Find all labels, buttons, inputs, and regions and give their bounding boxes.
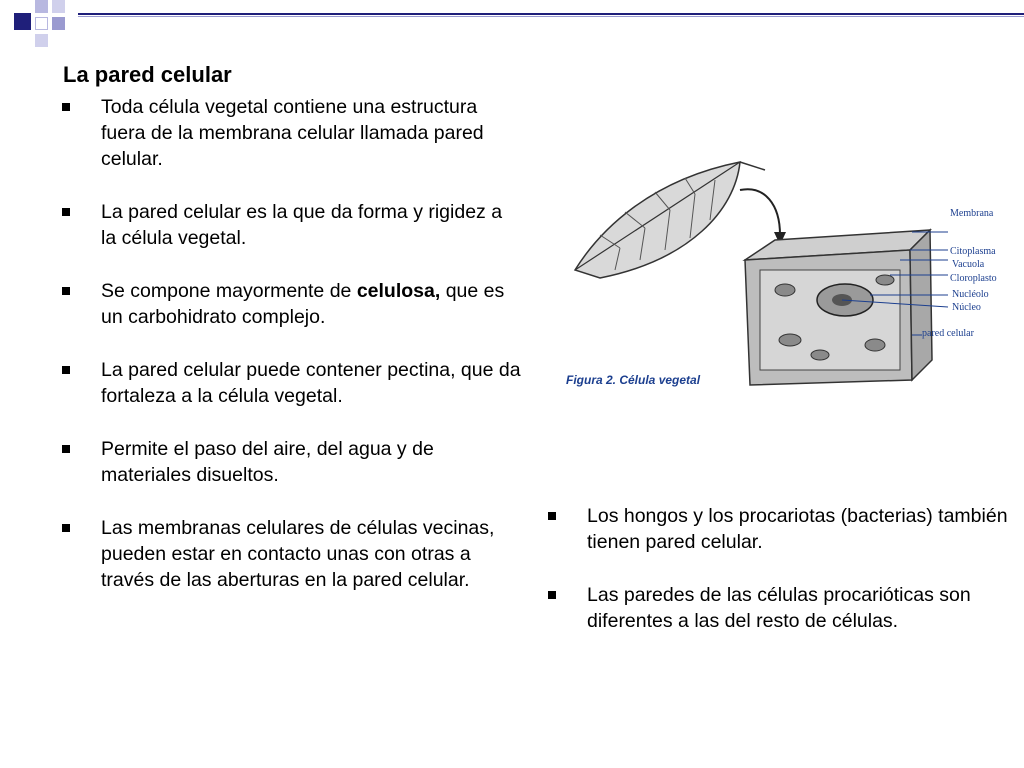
bullet-icon [548,512,556,520]
header-rule [78,13,1024,15]
list-item: Permite el paso del aire, del agua y de materiales disueltos. [62,436,522,488]
corner-decoration [0,0,80,60]
label-pared: pared celular [922,328,974,339]
list-item: Se compone mayormente de celulosa, que es un carbohidrato complejo. [62,278,522,330]
bullet-icon [548,591,556,599]
bullet-icon [62,445,70,453]
slide-title: La pared celular [63,62,232,87]
left-bullet-list [62,94,522,620]
bold-term: celulosa, [356,280,441,302]
plant-cell-figure [560,150,997,395]
list-item: Las paredes de las células procarióticas son diferentes a las del resto de células. [548,582,1008,634]
bullet-icon [62,366,70,374]
leaf-illustration [575,162,765,278]
bullet-icon [62,287,70,295]
list-item: Toda célula vegetal contiene una estructura fuera de la membrana celular llamada pared celular. [62,94,522,172]
bullet-icon [62,524,70,532]
header-rule-light [78,16,1024,17]
list-item: Las membranas celulares de células vecinas, pueden estar en contacto unas con otras a través de las aberturas en la pared celular. [62,515,522,593]
label-vacuola: Vacuola [952,259,985,270]
label-nucleo: Núcleo [952,302,981,313]
list-item: La pared celular es la que da forma y rigidez a la célula vegetal. [62,199,522,251]
label-citoplasma: Citoplasma [950,246,996,257]
figure-caption: Figura 2. Célula vegetal [566,373,701,387]
label-cloroplasto: Cloroplasto [950,273,997,284]
label-nucleolo: Nucléolo [952,289,989,300]
right-bullet-list [548,503,1008,661]
cell-illustration [745,230,932,385]
list-item: Los hongos y los procariotas (bacterias) también tienen pared celular. [548,503,1008,555]
bullet-icon [62,103,70,111]
bullet-icon [62,208,70,216]
label-membrana: Membrana [950,208,994,219]
list-item: La pared celular puede contener pectina, que da fortaleza a la célula vegetal. [62,357,522,409]
arrow-icon [740,189,780,235]
